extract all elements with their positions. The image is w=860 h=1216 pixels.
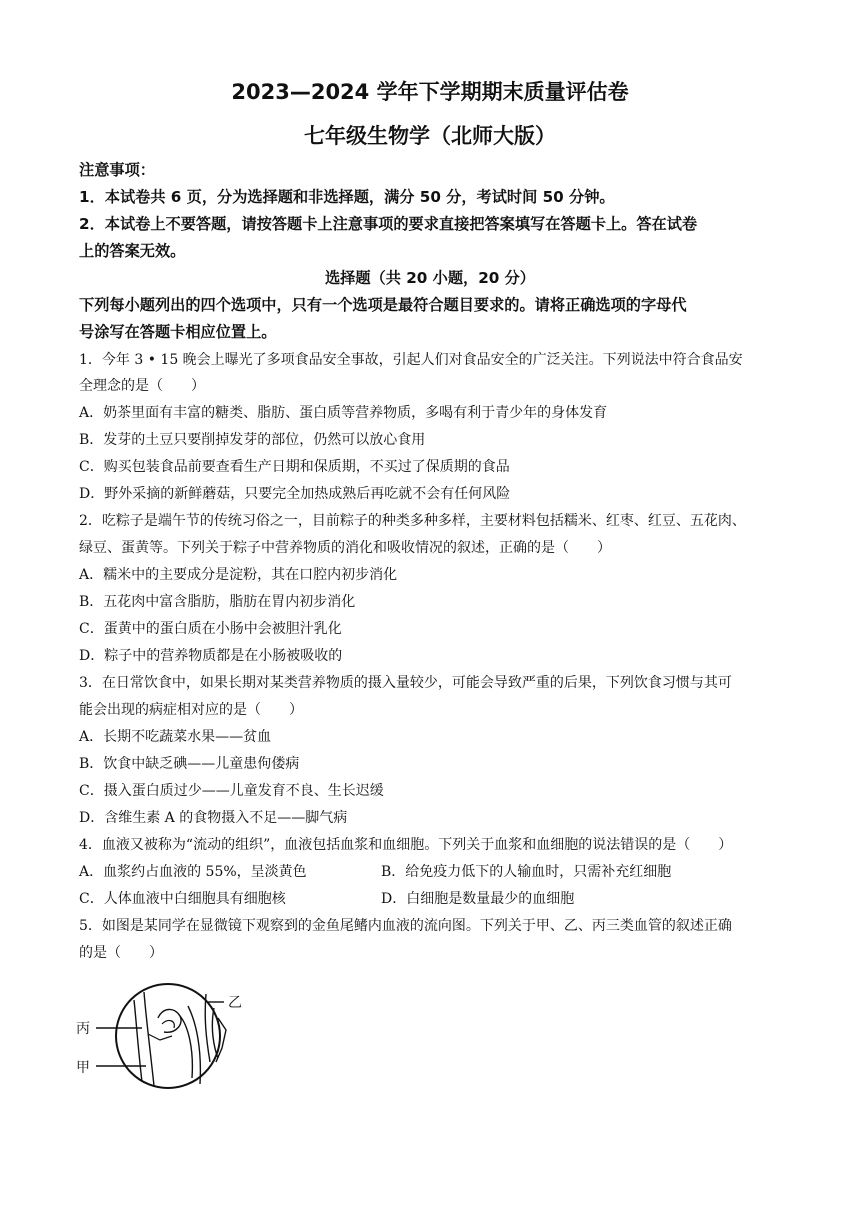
question-4-stem-line-1: 4．血液又被称为“流动的组织”，血液包括血浆和血细胞。下列关于血浆和血细胞的说法错误的是（ ） [79,837,733,853]
question-2-option-a: A．糯米中的主要成分是淀粉，其在口腔内初步消化 [79,567,398,583]
question-4-option-c: C．人体血液中白细胞具有细胞核 [79,891,286,907]
question-3-stem-line-2: 能会出现的病症相对应的是（ ） [79,702,303,718]
question-5-stem-line-1: 5．如图是某同学在显微镜下观察到的金鱼尾鳍内血液的流向图。下列关于甲、乙、丙三类血管的叙述正确 [79,918,732,934]
question-1-option-c: C．购买包装食品前要查看生产日期和保质期，不买过了保质期的食品 [79,459,510,475]
question-4-option-d: D．白细胞是数量最少的血细胞 [381,891,575,907]
section-title: 选择题（共 20 小题，20 分） [324,269,535,287]
question-5-stem-line-2: 的是（ ） [79,945,163,961]
question-2-option-d: D．粽子中的营养物质都是在小肠被吸收的 [79,648,343,664]
section-instructions-line-2: 号涂写在答题卡相应位置上。 [79,323,277,341]
question-1-option-a: A．奶茶里面有丰富的糖类、脂肪、蛋白质等营养物质，多喝有利于青少年的身体发育 [79,405,608,421]
question-2-option-b: B．五花肉中富含脂肪，脂肪在胃内初步消化 [79,594,356,610]
question-3-option-b: B．饮食中缺乏碘——儿童患佝偻病 [79,756,300,772]
blood-vessel-figure [76,978,256,1094]
question-4-option-b: B．给免疫力低下的人输血时，只需补充红细胞 [381,864,672,880]
exam-title: 2023—2024 学年下学期期末质量评估卷 [231,80,629,104]
label-bing: 丙 [76,1021,90,1037]
notice-item-2-line-1: 2．本试卷上不要答题，请按答题卡上注意事项的要求直接把答案填写在答题卡上。答在试卷 [79,215,698,233]
notice-item-1: 1．本试卷共 6 页，分为选择题和非选择题，满分 50 分，考试时间 50 分钟。 [79,188,615,206]
question-3-option-c: C．摄入蛋白质过少——儿童发育不良、生长迟缓 [79,783,384,799]
question-3-option-d: D．含维生素 A 的食物摄入不足——脚气病 [79,810,348,826]
label-jia: 甲 [76,1060,90,1076]
section-instructions-line-1: 下列每小题列出的四个选项中，只有一个选项是最符合题目要求的。请将正确选项的字母代 [79,296,687,314]
question-2-stem-line-1: 2．吃粽子是端午节的传统习俗之一，目前粽子的种类多种多样，主要材料包括糯米、红枣、红豆、五花肉、 [79,513,746,529]
notice-item-2-line-2: 上的答案无效。 [79,242,186,260]
question-3-option-a: A．长期不吃蔬菜水果——贫血 [79,729,272,745]
question-4-option-a: A．血浆约占血液的 55%，呈淡黄色 [79,864,307,880]
question-1-stem-line-2: 全理念的是（ ） [79,378,205,394]
label-yi: 乙 [228,995,242,1011]
question-2-option-c: C．蛋黄中的蛋白质在小肠中会被胆汁乳化 [79,621,342,637]
question-1-stem-line-1: 1．今年 3 • 15 晚会上曝光了多项食品安全事故，引起人们对食品安全的广泛关注。下列说法中符合食品安 [79,352,743,368]
question-1-option-d: D．野外采摘的新鲜蘑菇，只要完全加热成熟后再吃就不会有任何风险 [79,486,511,502]
exam-subtitle: 七年级生物学（北师大版） [304,124,556,148]
question-3-stem-line-1: 3．在日常饮食中，如果长期对某类营养物质的摄入量较少，可能会导致严重的后果，下列饮食习惯与其可 [79,675,732,691]
question-1-option-b: B．发芽的土豆只要削掉发芽的部位，仍然可以放心食用 [79,432,426,448]
notice-heading: 注意事项： [79,161,155,179]
question-2-stem-line-2: 绿豆、蛋黄等。下列关于粽子中营养物质的消化和吸收情况的叙述，正确的是（ ） [79,540,611,556]
